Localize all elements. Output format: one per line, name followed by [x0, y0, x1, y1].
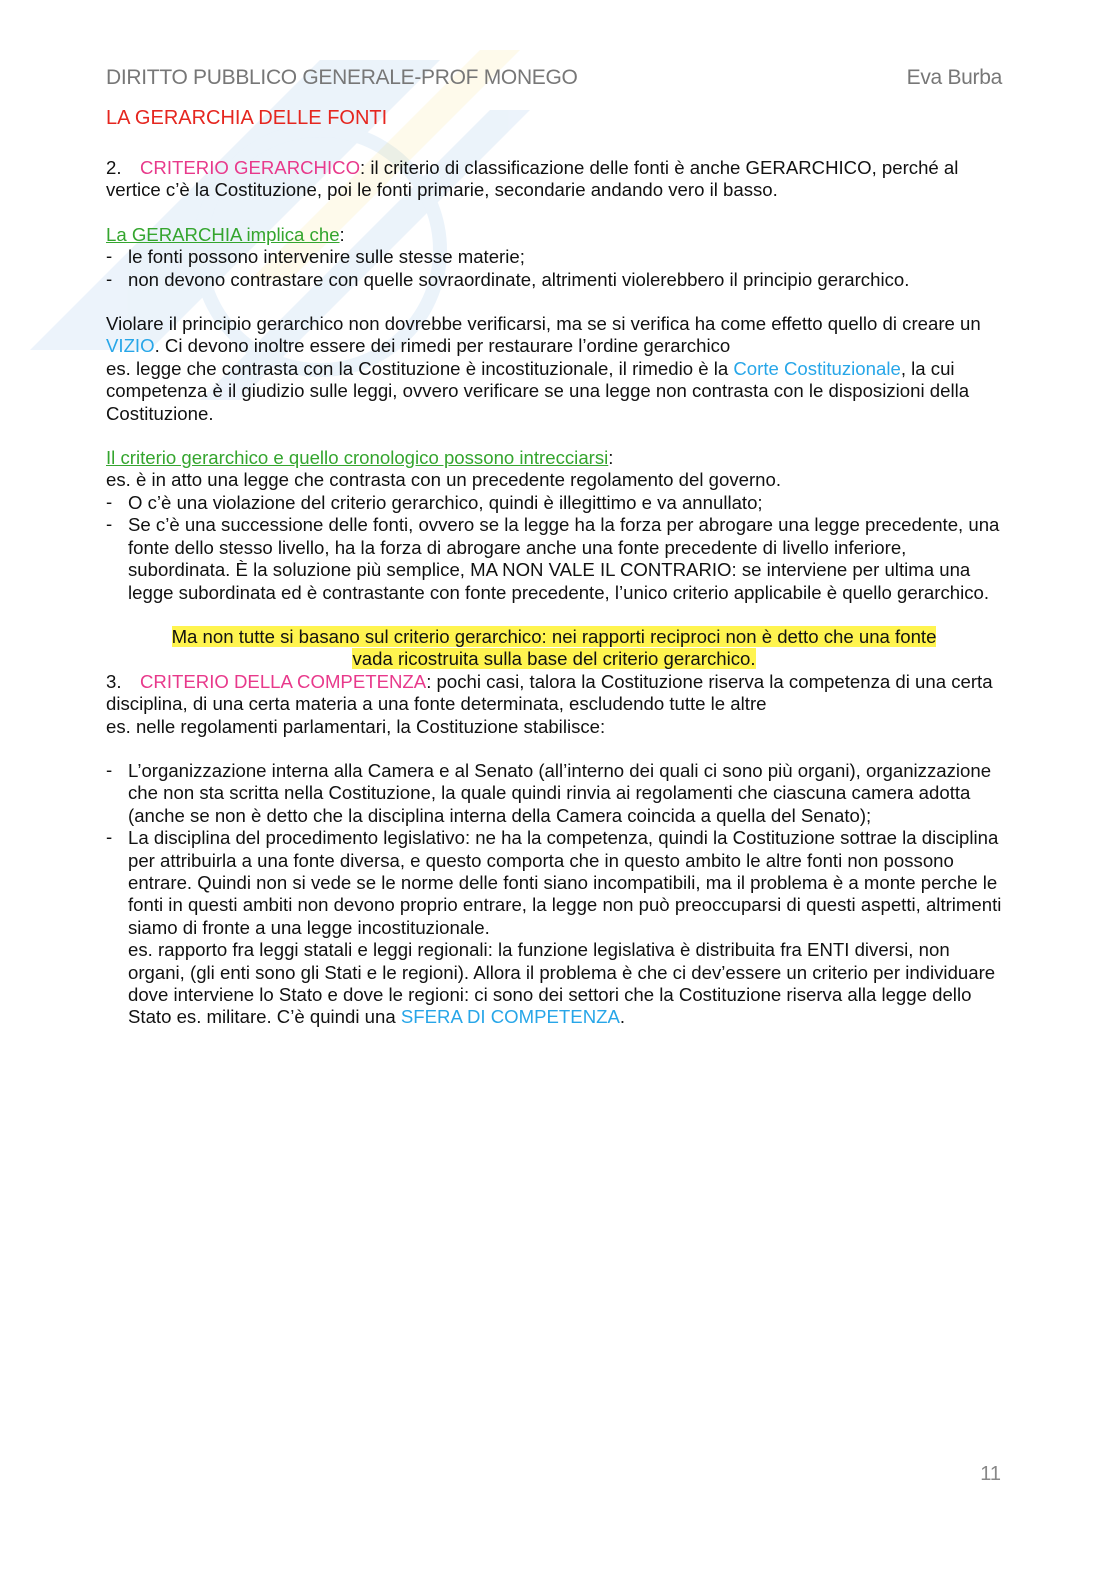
section-label: CRITERIO DELLA COMPETENZA — [140, 670, 427, 692]
corte-text-1: es. legge che contrasta con la Costituzione è incostituzionale, il rimedio è la — [106, 357, 734, 379]
implica-list — [106, 246, 1002, 291]
implica-heading-text: La GERARCHIA implica che — [106, 223, 340, 245]
highlighted-note — [106, 626, 1002, 671]
vizio-keyword: VIZIO — [106, 335, 155, 357]
sfera-keyword: SFERA DI COMPETENZA — [400, 1006, 620, 1028]
list-item: - Se c’è una successione delle fonti, ovvero se la legge ha la forza per abrogare una legge precedente, una fonte dello stesso livello, ha la forza di abrogare anche una fonte precedente di livello inferiore, subordinata. È la soluzione più semplice, MA NON VALE IL CONTRARIO: se interviene per ultima una legge subordinata ed è contrastante con fonte precedente, l’unico criterio applicabile è quello gerarchico. — [106, 514, 1002, 604]
corte-text-2: , la cui competenza è il giudizio sulle leggi, ovvero verificare se una legge non contrasta con le disposizioni della Costituzione. — [106, 357, 970, 424]
section-number: 2. — [106, 157, 122, 178]
list-item: - le fonti possono intervenire sulle stesse materie; — [106, 246, 1002, 268]
document-body — [106, 106, 1002, 1029]
implica-colon: : — [339, 223, 345, 245]
intreccio-list — [106, 492, 1002, 604]
competenza-example: es. nelle regolamenti parlamentari, la Costituzione stabilisce: — [106, 715, 606, 737]
list-item — [106, 827, 1002, 1029]
list-item-example: es. rapporto fra leggi statali e leggi regionali: la funzione legislativa è distribuita fra ENTI diversi, non organi, (gli enti sono gli Stati e le regioni). Allora il problema è che ci dev’essere un criterio per individuare dove interviene lo Stato e dove le regioni: ci sono dei settori che la Costituzione riserva alla legge dello Stato es. militare. C’è quindi una — [128, 939, 996, 1028]
list-item: - non devono contrastare con quelle sovraordinate, altrimenti violerebbero il principio gerarchico. — [106, 269, 1002, 291]
intreccio-colon: : — [608, 447, 614, 469]
section-criterio-competenza — [106, 671, 1002, 716]
page-header — [106, 66, 1002, 90]
section-number: 3. — [106, 670, 122, 692]
corte-paragraph — [106, 358, 1002, 425]
vizio-paragraph — [106, 313, 1002, 358]
highlight-line-2: vada ricostruita sulla base del criterio gerarchico. — [352, 648, 756, 670]
implica-heading — [106, 224, 1002, 246]
section-criterio-gerarchico — [106, 157, 1002, 202]
author-name: Eva Burba — [906, 66, 1002, 89]
list-item-text: La disciplina del procedimento legislativo: ne ha la competenza, quindi la Costituzione sottrae la disciplina per attribuirla a una fonte diversa, e questo comporta che in questo ambito le altre fonti non possono entrare. Quindi non si vede se le norme delle fonti siano incompatibili, ma il problema è a monte perche le fonti in questi ambiti non devono proprio entrare, la legge non può preoccuparsi di questi aspetti, altrimenti siamo di fronte a una legge incostituzionale. — [128, 827, 1002, 938]
page-number: 11 — [980, 1463, 1001, 1485]
list-item: - L’organizzazione interna alla Camera e al Senato (all’interno dei quali ci sono più organi), organizzazione che non sta scritta nella Costituzione, la quale quindi rinvia ai regolamenti che ciascuna camera adotta (anche se non è detto che la disciplina interna della Camera coincida a quella del Senato); — [106, 760, 1002, 827]
intreccio-heading-text: Il criterio gerarchico e quello cronologico possono intrecciarsi — [106, 447, 609, 469]
page-title: LA GERARCHIA DELLE FONTI — [106, 107, 388, 129]
section-text: : il criterio di classificazione delle fonti è anche GERARCHICO, perché al vertice c’è la Costituzione, poi le fonti primarie, secondarie andando vero il basso. — [106, 157, 959, 201]
competenza-list — [106, 760, 1002, 1029]
course-title: DIRITTO PUBBLICO GENERALE-PROF MONEGO — [106, 66, 578, 89]
intreccio-example: es. è in atto una legge che contrasta con un precedente regolamento del governo. — [106, 469, 782, 491]
section-label: CRITERIO GERARCHICO — [140, 157, 361, 178]
highlight-line-1: Ma non tutte si basano sul criterio gerarchico: nei rapporti reciproci non è detto che una fonte — [171, 625, 937, 647]
vizio-text-2: . Ci devono inoltre essere dei rimedi per restaurare l’ordine gerarchico — [154, 335, 731, 357]
vizio-text-1: Violare il principio gerarchico non dovrebbe verificarsi, ma se si verifica ha come effetto quello di creare un — [106, 313, 981, 335]
corte-keyword: Corte Costituzionale — [733, 357, 901, 379]
section-text: : pochi casi, talora la Costituzione riserva la competenza di una certa disciplina, di una certa materia a una fonte determinata, escludendo tutte le altre — [106, 670, 993, 715]
list-item-end: . — [619, 1006, 626, 1028]
intreccio-heading — [106, 447, 1002, 469]
list-item: - O c’è una violazione del criterio gerarchico, quindi è illegittimo e va annullato; — [106, 492, 1002, 514]
